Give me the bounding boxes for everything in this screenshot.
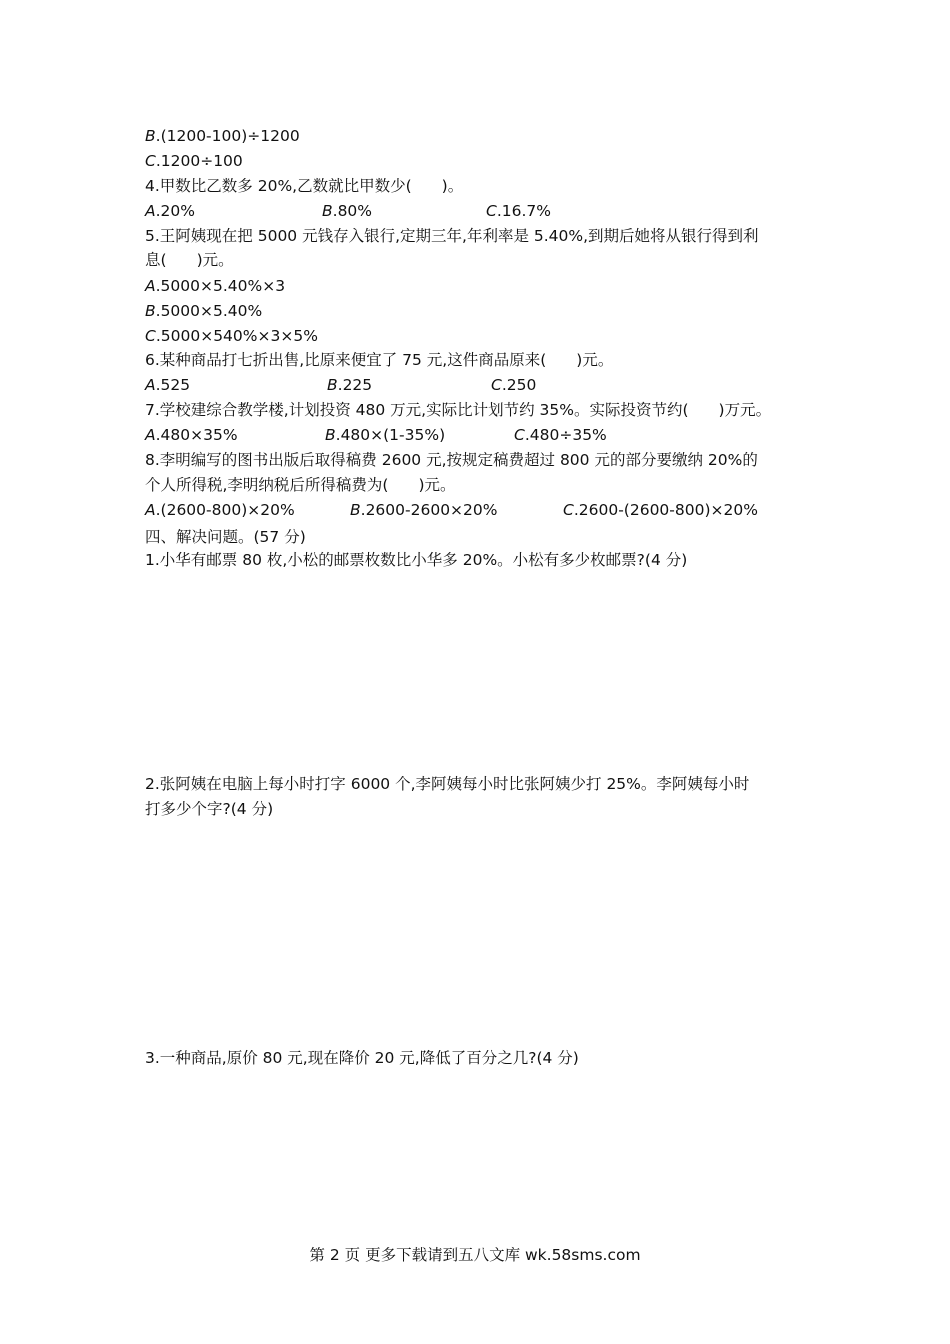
- q4-option-b: [322, 201, 372, 221]
- q7-stem: [145, 400, 771, 420]
- q4-option-a: [145, 201, 195, 221]
- option-text: .480×35%: [155, 426, 238, 444]
- q4-stem-text: 4.甲数比乙数多 20%,乙数就比甲数少(: [145, 177, 412, 195]
- q3-option-c: [145, 151, 243, 171]
- option-letter: B: [325, 426, 336, 444]
- q6-option-a: [145, 375, 190, 395]
- q4-option-c: [486, 201, 551, 221]
- option-letter: B: [350, 501, 361, 519]
- q8-option-a: [145, 500, 295, 520]
- q8-stem-line1: 8.李明编写的图书出版后取得稿费 2600 元,按规定稿费超过 800 元的部分要缴纳 20%的: [145, 451, 758, 469]
- option-letter: A: [145, 202, 156, 220]
- problem-1: 1.小华有邮票 80 枚,小松的邮票枚数比小华多 20%。小松有多少枚邮票?(4 分): [145, 551, 688, 569]
- option-letter: B: [145, 127, 156, 145]
- q5-stem-text: 息(: [145, 251, 167, 269]
- option-letter: A: [145, 376, 156, 394]
- q8-stem-end: )元。: [418, 476, 456, 494]
- problem-2-line1: 2.张阿姨在电脑上每小时打字 6000 个,李阿姨每小时比张阿姨少打 25%。李阿姨每小时: [145, 775, 750, 793]
- option-letter: C: [145, 327, 156, 345]
- option-letter: A: [145, 501, 156, 519]
- option-letter: C: [145, 152, 156, 170]
- option-text: .480×(1-35%): [335, 426, 446, 444]
- q6-option-b: [327, 375, 372, 395]
- option-letter: C: [514, 426, 525, 444]
- option-letter: A: [145, 277, 156, 295]
- q7-option-b: [325, 425, 445, 445]
- option-text: .225: [337, 376, 373, 394]
- q4-stem: [145, 176, 463, 196]
- option-letter: A: [145, 426, 156, 444]
- q6-stem: [145, 350, 613, 370]
- q5-option-c: [145, 326, 318, 346]
- option-text: .2600-2600×20%: [360, 501, 498, 519]
- q8-option-c: [563, 500, 758, 520]
- q4-stem-end: )。: [441, 177, 464, 195]
- option-letter: C: [563, 501, 574, 519]
- option-text: .(2600-800)×20%: [155, 501, 295, 519]
- q6-stem-end: )元。: [576, 351, 614, 369]
- option-letter: B: [327, 376, 338, 394]
- option-text: .1200÷100: [155, 152, 243, 170]
- q8-stem-line2: [145, 475, 456, 495]
- option-letter: C: [491, 376, 502, 394]
- option-letter: C: [486, 202, 497, 220]
- q5-stem-end: )元。: [196, 251, 234, 269]
- q8-stem-text: 个人所得税,李明纳税后所得稿费为(: [145, 476, 389, 494]
- option-letter: B: [322, 202, 333, 220]
- q6-option-c: [491, 375, 536, 395]
- option-text: .525: [155, 376, 191, 394]
- option-text: .5000×5.40%×3: [155, 277, 286, 295]
- option-text: .5000×5.40%: [155, 302, 263, 320]
- option-text: .16.7%: [496, 202, 551, 220]
- q5-stem-line2: [145, 250, 234, 270]
- option-text: .80%: [332, 202, 373, 220]
- q5-option-a: [145, 276, 285, 296]
- q5-stem-line1: 5.王阿姨现在把 5000 元钱存入银行,定期三年,年利率是 5.40%,到期后她将从银行得到利: [145, 227, 759, 245]
- option-text: .(1200-100)÷1200: [155, 127, 300, 145]
- q5-option-b: [145, 301, 262, 321]
- option-text: .2600-(2600-800)×20%: [573, 501, 758, 519]
- page-footer: 第 2 页 更多下载请到五八文库 wk.58sms.com: [309, 1246, 641, 1264]
- option-text: .5000×540%×3×5%: [155, 327, 318, 345]
- option-text: .20%: [155, 202, 195, 220]
- option-letter: B: [145, 302, 156, 320]
- option-text: .480÷35%: [524, 426, 607, 444]
- problem-2-line2: 打多少个字?(4 分): [145, 800, 274, 818]
- q7-option-c: [514, 425, 607, 445]
- problem-3: 3.一种商品,原价 80 元,现在降价 20 元,降低了百分之几?(4 分): [145, 1049, 579, 1067]
- q7-option-a: [145, 425, 238, 445]
- q8-option-b: [350, 500, 498, 520]
- section-heading: 四、解决问题。(57 分): [145, 528, 306, 546]
- q3-option-b: [145, 126, 300, 146]
- q7-stem-text: 7.学校建综合教学楼,计划投资 480 万元,实际比计划节约 35%。实际投资节约(: [145, 401, 689, 419]
- q7-stem-end: )万元。: [718, 401, 772, 419]
- q6-stem-text: 6.某种商品打七折出售,比原来便宜了 75 元,这件商品原来(: [145, 351, 547, 369]
- option-text: .250: [501, 376, 537, 394]
